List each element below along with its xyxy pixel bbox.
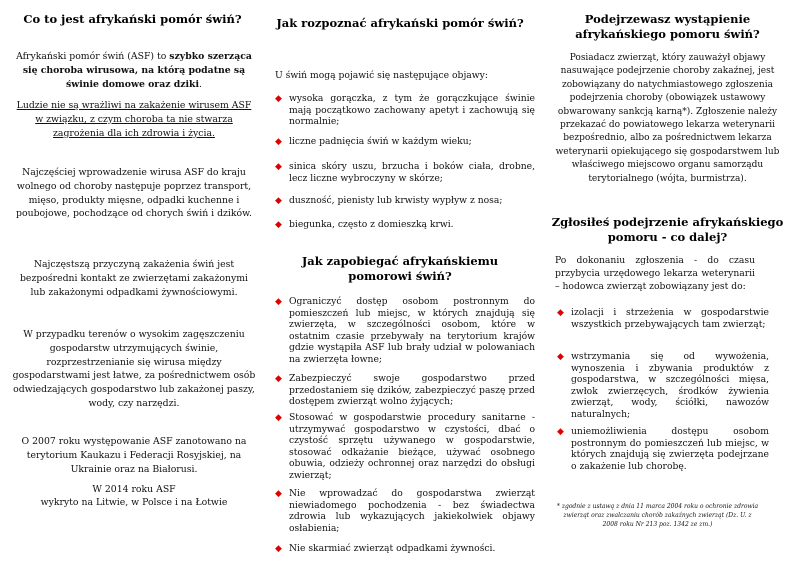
- diamond-bullet-icon: ◆: [275, 413, 282, 423]
- section-title: Co to jest afrykański pomór świń?: [23, 12, 242, 26]
- paragraph: Najczęstszą przyczyną zakażenia świń jest bezpośredni kontakt ze zwierzętami zakażonymi lub zakażonymi odpadkami żywnościowymi.: [19, 259, 248, 298]
- diamond-bullet-icon: ◆: [275, 489, 282, 499]
- list-item: [275, 93, 535, 128]
- column-1: [0, 0, 265, 566]
- item-text: uniemożliwienia dostępu osobom postronnym do pomieszczeń lub miejsc, w których znajdują się zwierzęta podejrzane o zakażenie lub chorobę.: [571, 426, 769, 472]
- diamond-bullet-icon: ◆: [275, 196, 282, 206]
- diamond-bullet-icon: ◆: [275, 137, 282, 147]
- item-text: Nie skarmiać zwierząt odpadkami żywności.: [289, 543, 496, 554]
- item-text: biegunka, często z domieszką krwi.: [289, 219, 454, 230]
- section-title: Zgłosiłeś podejrzenie afrykańskiego pomoru - co dalej?: [551, 215, 784, 244]
- list-item: [275, 373, 535, 408]
- item-text: wysoka gorączka, z tym że gorączkujące świnie mają początkowo zachowany apetyt i zachowują się normalnie;: [289, 93, 535, 128]
- text: .: [199, 78, 202, 90]
- list-item: [275, 219, 535, 231]
- item-text: wstrzymania się od wywożenia, wynoszenia i zbywania produktów z gospodarstwa, w szczególności mięsa, zwłok zwierzęcych, środków żywienia zwierząt, wody, ściółki, nawozów naturalnych;: [571, 351, 769, 420]
- item-text: Stosować w gospodarstwie procedury sanitarne - utrzymywać gospodarstwo w czystości, dbać o czystość sprzętu używanego w gospodarstwie, stosować odkażanie bieżące, używać osobnego obuwia, odzieży ochronnej oraz narzędzi do obsługi zwierząt;: [289, 412, 535, 481]
- text: Afrykański pomór świń (ASF) to: [16, 51, 170, 62]
- item-text: Zabezpieczyć swoje gospodarstwo przed przedostaniem się dzików, zabezpieczyć paszę przed dostępem zwierząt wolno żyjących;: [289, 373, 535, 408]
- report-paragraph: Posiadacz zwierząt, który zauważył objawy nasuwające podejrzenie choroby zakaźnej, jest zobowiązany do natychmiastowego zgłoszenia podejrzenia choroby (obowiązek ustawowy obwarowany sankcją karną*). Zgłoszenie należy przekazać do powiatowego lekarza weterynarii bezpośrednio, albo za pośrednictwem lekarza weterynarii opiekującego się gospodarstwem lub właściwego miejscowo organu samorządu terytorialnego (wójta, burmistrza).: [555, 53, 780, 184]
- diamond-bullet-icon: ◆: [275, 94, 282, 104]
- diamond-bullet-icon: ◆: [275, 220, 282, 230]
- item-text: Ograniczyć dostęp osobom postronnym do pomieszczeń lub miejsc, w których znajdują się zwierzęta, w szczególności osobom, które w ostatnim czasie przebywały na terytorium krajów gdzie wystąpiła ASF lub brały udział w polowaniach na zwierzęta łowne;: [289, 296, 535, 365]
- section-title: Podejrzewasz wystąpienie afrykańskiego pomoru świń?: [575, 12, 760, 41]
- diamond-bullet-icon: ◆: [557, 308, 564, 318]
- diamond-bullet-icon: ◆: [275, 297, 282, 307]
- paragraph: Najczęściej wprowadzenie wirusa ASF do kraju wolnego od choroby następuje poprzez transport, mięso, produkty mięsne, odpadki kuchenne i poubojowe, pochodzące od chorych świń i dzików.: [16, 167, 252, 220]
- paragraph: W przypadku terenów o wysokim zagęszczeniu gospodarstw utrzymujących świnie, rozprzestrzenianie się wirusa między gospodarstwami jest łatwe, za pośrednictwem osób odwiedzających gospodarstwo lub zakażonej paszy, wody, czy narzędzi.: [12, 329, 256, 409]
- list-item: [275, 412, 535, 482]
- item-text: izolacji i strzeżenia w gospodarstwie wszystkich przebywających tam zwierząt;: [571, 307, 769, 330]
- list-item: [275, 488, 535, 534]
- list-item: [275, 296, 535, 366]
- paragraph: wykryto na Litwie, w Polsce i na Łotwie: [40, 497, 228, 508]
- item-text: duszność, pienisty lub krwisty wypływ z nosa;: [289, 195, 503, 206]
- list-item: [557, 351, 769, 421]
- list-item: [557, 307, 769, 330]
- diamond-bullet-icon: ◆: [275, 374, 282, 384]
- footnote: * zgodnie z ustawą z dnia 11 marca 2004 roku o ochronie zdrowia zwierząt oraz zwalczaniu chorób zakaźnych zwierząt (Dz. U. z 2008 roku Nr 213 poz. 1342 ze zm.): [556, 503, 759, 528]
- list-item: [275, 195, 535, 207]
- list-item: [275, 161, 535, 184]
- item-text: sinica skóry uszu, brzucha i boków ciała, drobne, lecz liczne wybroczyny w skórze;: [289, 161, 535, 184]
- symptoms-intro: U świń mogą pojawić się następujące objawy:: [275, 70, 488, 81]
- human-safety-note: Ludzie nie są wrażliwi na zakażenie wirusem ASF w związku, z czym choroba ta nie stwarza zagrożenia dla ich zdrowia i życia.: [16, 100, 252, 139]
- diamond-bullet-icon: ◆: [275, 162, 282, 172]
- column-3: [535, 0, 800, 566]
- item-text: liczne padnięcia świń w każdym wieku;: [289, 136, 472, 147]
- list-item: [275, 136, 535, 148]
- section-title: Jak rozpoznać afrykański pomór świń?: [276, 16, 524, 30]
- diamond-bullet-icon: ◆: [557, 352, 564, 362]
- diamond-bullet-icon: ◆: [557, 427, 564, 437]
- diamond-bullet-icon: ◆: [275, 544, 282, 554]
- column-2: [265, 0, 535, 566]
- section-title: Jak zapobiegać afrykańskiemu pomorowi świń?: [301, 254, 499, 283]
- paragraph: W 2014 roku ASF: [92, 484, 176, 495]
- bold-text: szybko szerząca się choroba wirusowa, na którą podatne są świnie domowe oraz dziki: [22, 51, 252, 90]
- list-item: [275, 543, 535, 555]
- intro-paragraph: [16, 50, 252, 91]
- paragraph: O 2007 roku występowanie ASF zanotowano na terytorium Kaukazu i Federacji Rosyjskiej, na Ukrainie oraz na Białorusi.: [21, 436, 247, 475]
- item-text: Nie wprowadzać do gospodarstwa zwierząt niewiadomego pochodzenia - bez świadectwa zdrowia lub wykazujących jakiekolwiek objawy osłabienia;: [289, 488, 535, 534]
- list-item: [557, 426, 769, 472]
- next-steps-intro: Po dokonaniu zgłoszenia - do czasu przybycia urzędowego lekarza weterynarii – hodowca zwierząt zobowiązany jest do:: [555, 255, 755, 292]
